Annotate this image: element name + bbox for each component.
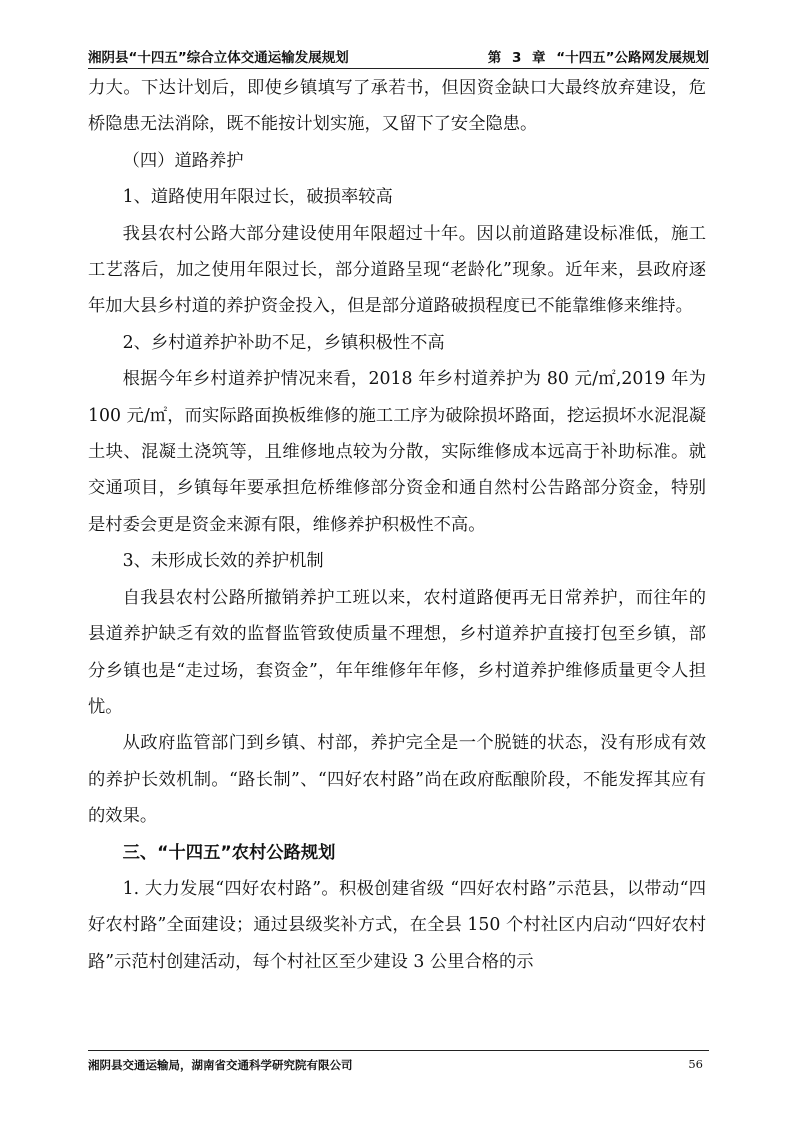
page-number: 56 — [688, 1057, 703, 1071]
footer-organizations: 湘阴县交通运输局，湖南省交通科学研究院有限公司 — [88, 1058, 353, 1072]
paragraph-supervision: 从政府监管部门到乡镇、村部，养护完全是一个脱链的状态，没有形成有效的养护长效机制。“路长制”、“四好农村路”尚在政府酝酿阶段，不能发挥其应有的效果。 — [88, 733, 706, 827]
part-heading-rural-road-plan: 三、“十四五”农村公路规划 — [122, 842, 336, 863]
paragraph-aging-roads: 我县农村公路大部分建设使用年限超过十年。因以前道路建设标准低，施工工艺落后，加之使用年限过长，部分道路呈现“老龄化”现象。近年来，县政府逐年加大县乡村道的养护资金投入，但是部分道路破损程度已不能靠维修来维持。 — [88, 223, 706, 317]
subheading-service-life: 1、道路使用年限过长，破损率较高 — [122, 187, 393, 208]
paragraph-four-good-roads: 1. 大力发展“四好农村路”。积极创建省级 “四好农村路”示范县，以带动“四好农村路”全面建设；通过县级奖补方式，在全县 150 个村社区内启动“四好农村路”示范村创建活动，每个村社区至少建设 3 公里合格的示 — [88, 878, 706, 972]
subheading-maintenance-subsidy: 2、乡村道养护补助不足，乡镇积极性不高 — [122, 332, 445, 353]
page-footer — [88, 1050, 709, 1073]
page-body — [88, 70, 706, 980]
header-document-title: 湘阴县“十四五”综合立体交通运输发展规划 — [88, 50, 349, 66]
paragraph-maintenance-history: 自我县农村公路所撤销养护工班以来，农村道路便再无日常养护，而往年的县道养护缺乏有效的监督监管致使质量不理想，乡村道养护直接打包至乡镇，部分乡镇也是“走过场，套资金”，年年维修年年修，乡村道养护维修质量更令人担忧。 — [88, 587, 706, 717]
section-heading-road-maintenance: （四）道路养护 — [122, 150, 244, 171]
subheading-maintenance-mechanism: 3、未形成长效的养护机制 — [122, 551, 324, 572]
header-chapter-title: 第 3 章 “十四五”公路网发展规划 — [487, 50, 709, 66]
page-header — [88, 44, 709, 69]
paragraph-funding-gap: 力大。下达计划后，即使乡镇填写了承若书，但因资金缺口大最终放弃建设，危桥隐患无法消除，既不能按计划实施，又留下了安全隐患。 — [88, 78, 706, 135]
paragraph-subsidy-details: 根据今年乡村道养护情况来看，2018 年乡村道养护为 80 元/㎡,2019 年为 100 元/㎡，而实际路面换板维修的施工工序为破除损坏路面，挖运损坏水泥混凝土块、混凝土浇筑等，且维修地点较为分散，实际维修成本远高于补助标准。就交通项目，乡镇每年要承担危桥维修部分资金和通自然村公告路部分资金，特别是村委会更是资金来源有限，维修养护积极性不高。 — [88, 369, 706, 535]
